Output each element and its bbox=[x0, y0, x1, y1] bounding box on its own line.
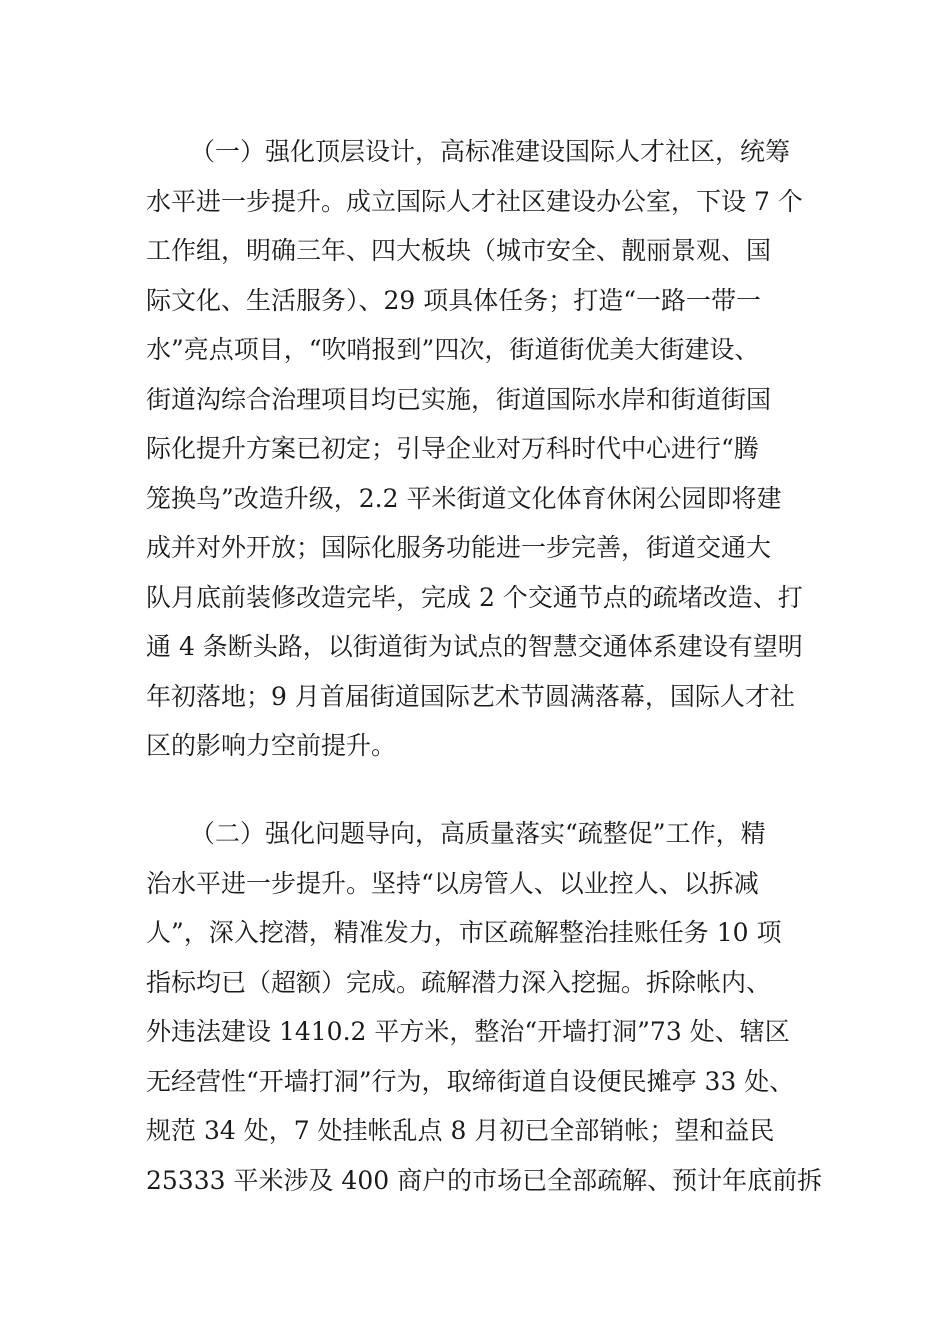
paragraph-line: 25333 平米涉及 400 商户的市场已全部疏解、预计年底前拆 bbox=[146, 1165, 823, 1195]
paragraph-line: 成并对外开放；国际化服务功能进一步完善，街道交通大 bbox=[146, 533, 772, 562]
paragraph-line: （一）强化顶层设计，高标准建设国际人才社区，统筹 bbox=[190, 137, 791, 166]
paragraph-1 bbox=[146, 127, 816, 771]
paragraph-line: 治水平进一步提升。坚持“以房管人、以业控人、以拆减 bbox=[146, 868, 759, 898]
paragraph-line: 水”亮点项目，“吹哨报到”四次，街道街优美大街建设、 bbox=[146, 335, 760, 364]
paragraph-line: 人”，深入挖潜，精准发力，市区疏解整治挂账任务 10 项 bbox=[146, 918, 782, 947]
paragraph-2 bbox=[146, 809, 823, 1205]
paragraph-line: 工作组，明确三年、四大板块（城市安全、靓丽景观、国 bbox=[146, 236, 772, 265]
paragraph-line: 街道沟综合治理项目均已实施，街道国际水岸和街道街国 bbox=[146, 384, 772, 414]
paragraph-line: 区的影响力空前提升。 bbox=[146, 731, 397, 760]
paragraph-line: 通 4 条断头路，以街道街为试点的智慧交通体系建设有望明 bbox=[146, 632, 803, 661]
paragraph-line: （二）强化问题导向，高质量落实“疏整促”工作，精 bbox=[190, 819, 766, 848]
paragraph-line: 队月底前装修改造完毕，完成 2 个交通节点的疏堵改造、打 bbox=[146, 582, 803, 612]
paragraph-line: 无经营性“开墙打洞”行为，取缔街道自设便民摊亭 33 处、 bbox=[146, 1066, 795, 1096]
paragraph-line: 际化提升方案已初定；引导企业对万科时代中心进行“腾 bbox=[146, 434, 759, 463]
paragraph-line: 外违法建设 1410.2 平方米，整治“开墙打洞”73 处、辖区 bbox=[146, 1017, 790, 1046]
paragraph-line: 规范 34 处，7 处挂帐乱点 8 月初已全部销帐；望和益民 bbox=[146, 1116, 775, 1145]
paragraph-line: 际文化、生活服务）、29 项具体任务；打造“一路一带一 bbox=[146, 285, 762, 315]
paragraph-line: 年初落地；9 月首届街道国际艺术节圆满落幕，国际人才社 bbox=[146, 681, 795, 711]
paragraph-line: 笼换鸟”改造升级，2.2 平米街道文化体育休闲公园即将建 bbox=[146, 483, 782, 513]
paragraph-line: 水平进一步提升。成立国际人才社区建设办公室，下设 7 个 bbox=[146, 186, 803, 216]
paragraph-line: 指标均已（超额）完成。疏解潜力深入挖掘。拆除帐内、 bbox=[146, 967, 772, 997]
